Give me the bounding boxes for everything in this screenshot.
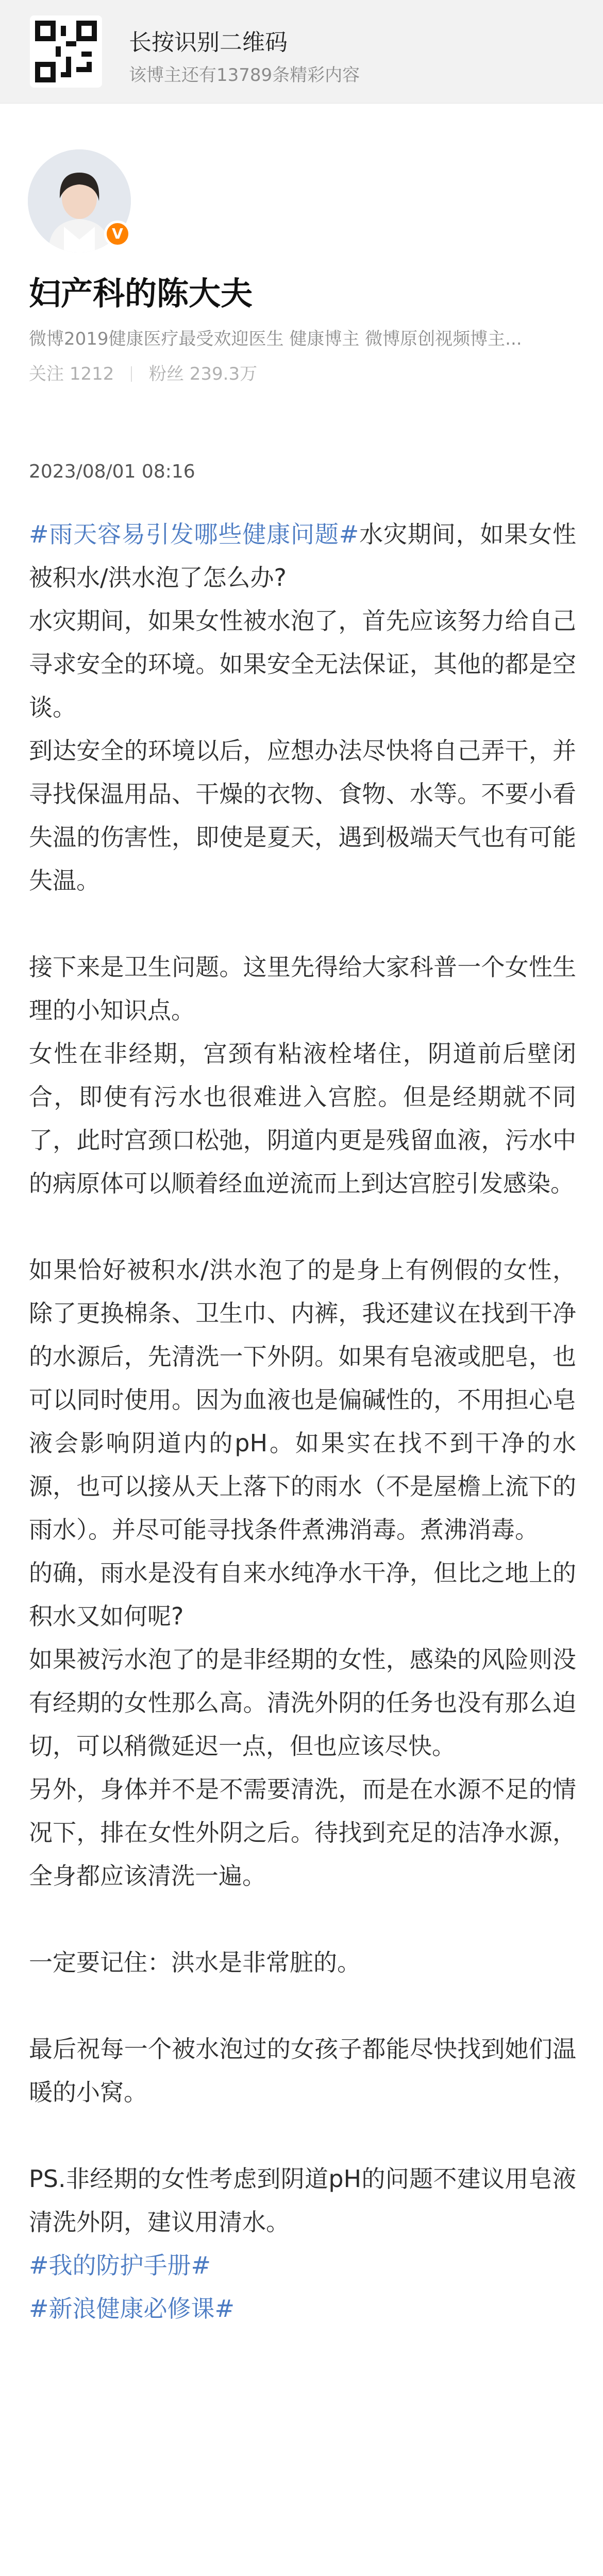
qr-code-image[interactable] <box>30 15 102 88</box>
paragraph-spacer <box>29 902 576 945</box>
paragraph: 另外，身体并不是不需要清洗，而是在水源不足的情况下，排在女性外阴之后。待找到充足的洁净水源，全身都应该清洗一遍。 <box>29 1775 576 1890</box>
paragraph-spacer <box>29 1205 576 1248</box>
paragraph: 水灾期间，如果女性被水泡了，首先应该努力给自己寻求安全的环境。如果安全无法保证，其他的都是空谈。 <box>29 607 576 721</box>
stats-divider <box>131 366 132 382</box>
post-date: 2023/08/01 08:16 <box>29 461 195 482</box>
paragraph-spacer <box>29 2114 576 2157</box>
article-body <box>29 513 576 2330</box>
author-description: 微博2019健康医疗最受欢迎医生 健康博主 微博原创视频博主... <box>29 329 522 349</box>
paragraph: PS.非经期的女性考虑到阴道pH的问题不建议用皂液清洗外阴，建议用清水。 <box>29 2165 576 2236</box>
follow-label: 关注 <box>29 364 64 384</box>
paragraph-text: 水灾期间，如果女性被积水/洪水泡了怎么办? <box>29 520 576 591</box>
fans-label: 粉丝 <box>148 364 184 384</box>
paragraph: 如果被污水泡了的是非经期的女性，感染的风险则没有经期的女性那么高。清洗外阴的任务也没有那么迫切，可以稍微延迟一点，但也应该尽快。 <box>29 1646 576 1760</box>
follow-count: 1212 <box>69 364 114 384</box>
paragraph: 最后祝每一个被水泡过的女孩子都能尽快找到她们温暖的小窝。 <box>29 2035 576 2106</box>
paragraph: 的确，雨水是没有自来水纯净水干净，但比之地上的积水又如何呢? <box>29 1559 576 1630</box>
hashtag-link[interactable]: #我的防护手册# <box>29 2251 211 2279</box>
fans-count: 239.3万 <box>189 364 258 384</box>
paragraph-spacer <box>29 1897 576 1941</box>
author-stats <box>29 360 257 385</box>
hashtag-link[interactable]: #雨天容易引发哪些健康问题# <box>29 520 359 548</box>
paragraph: 女性在非经期，宫颈有粘液栓堵住，阴道前后壁闭合，即使有污水也很难进入宫腔。但是经期就不同了，此时宫颈口松弛，阴道内更是残留血液，污水中的病原体可以顺着经血逆流而上到达宫腔引发感染。 <box>29 1040 576 1197</box>
qr-banner-title: 长按识别二维码 <box>129 29 288 56</box>
paragraph: 到达安全的环境以后，应想办法尽快将自己弄干，并寻找保温用品、干燥的衣物、食物、水等。不要小看失温的伤害性，即使是夏天，遇到极端天气也有可能失温。 <box>29 737 576 894</box>
paragraph: 如果恰好被积水/洪水泡了的是身上有例假的女性，除了更换棉条、卫生巾、内裤，我还建议在找到干净的水源后，先清洗一下外阴。如果有皂液或肥皂，也可以同时使用。因为血液也是偏碱性的，不用担心皂液会影响阴道内的pH。如果实在找不到干净的水源，也可以接从天上落下的雨水（不是屋檐上流下的雨水）。并尽可能寻找条件煮沸消毒。煮沸消毒。 <box>29 1256 576 1544</box>
qr-code-icon <box>35 21 97 82</box>
author-name[interactable]: 妇产科的陈大夫 <box>29 275 253 312</box>
paragraph: 一定要记住：洪水是非常脏的。 <box>29 1948 361 1976</box>
paragraph <box>29 513 576 599</box>
hashtag-link[interactable]: #新浪健康必修课# <box>29 2295 235 2323</box>
paragraph: 接下来是卫生问题。这里先得给大家科普一个女性生理的小知识点。 <box>29 953 576 1024</box>
verified-badge-icon: V <box>104 221 131 247</box>
qr-banner-subtitle: 该博主还有13789条精彩内容 <box>129 65 360 86</box>
top-qr-banner[interactable] <box>0 0 603 104</box>
paragraph-spacer <box>29 1984 576 2027</box>
